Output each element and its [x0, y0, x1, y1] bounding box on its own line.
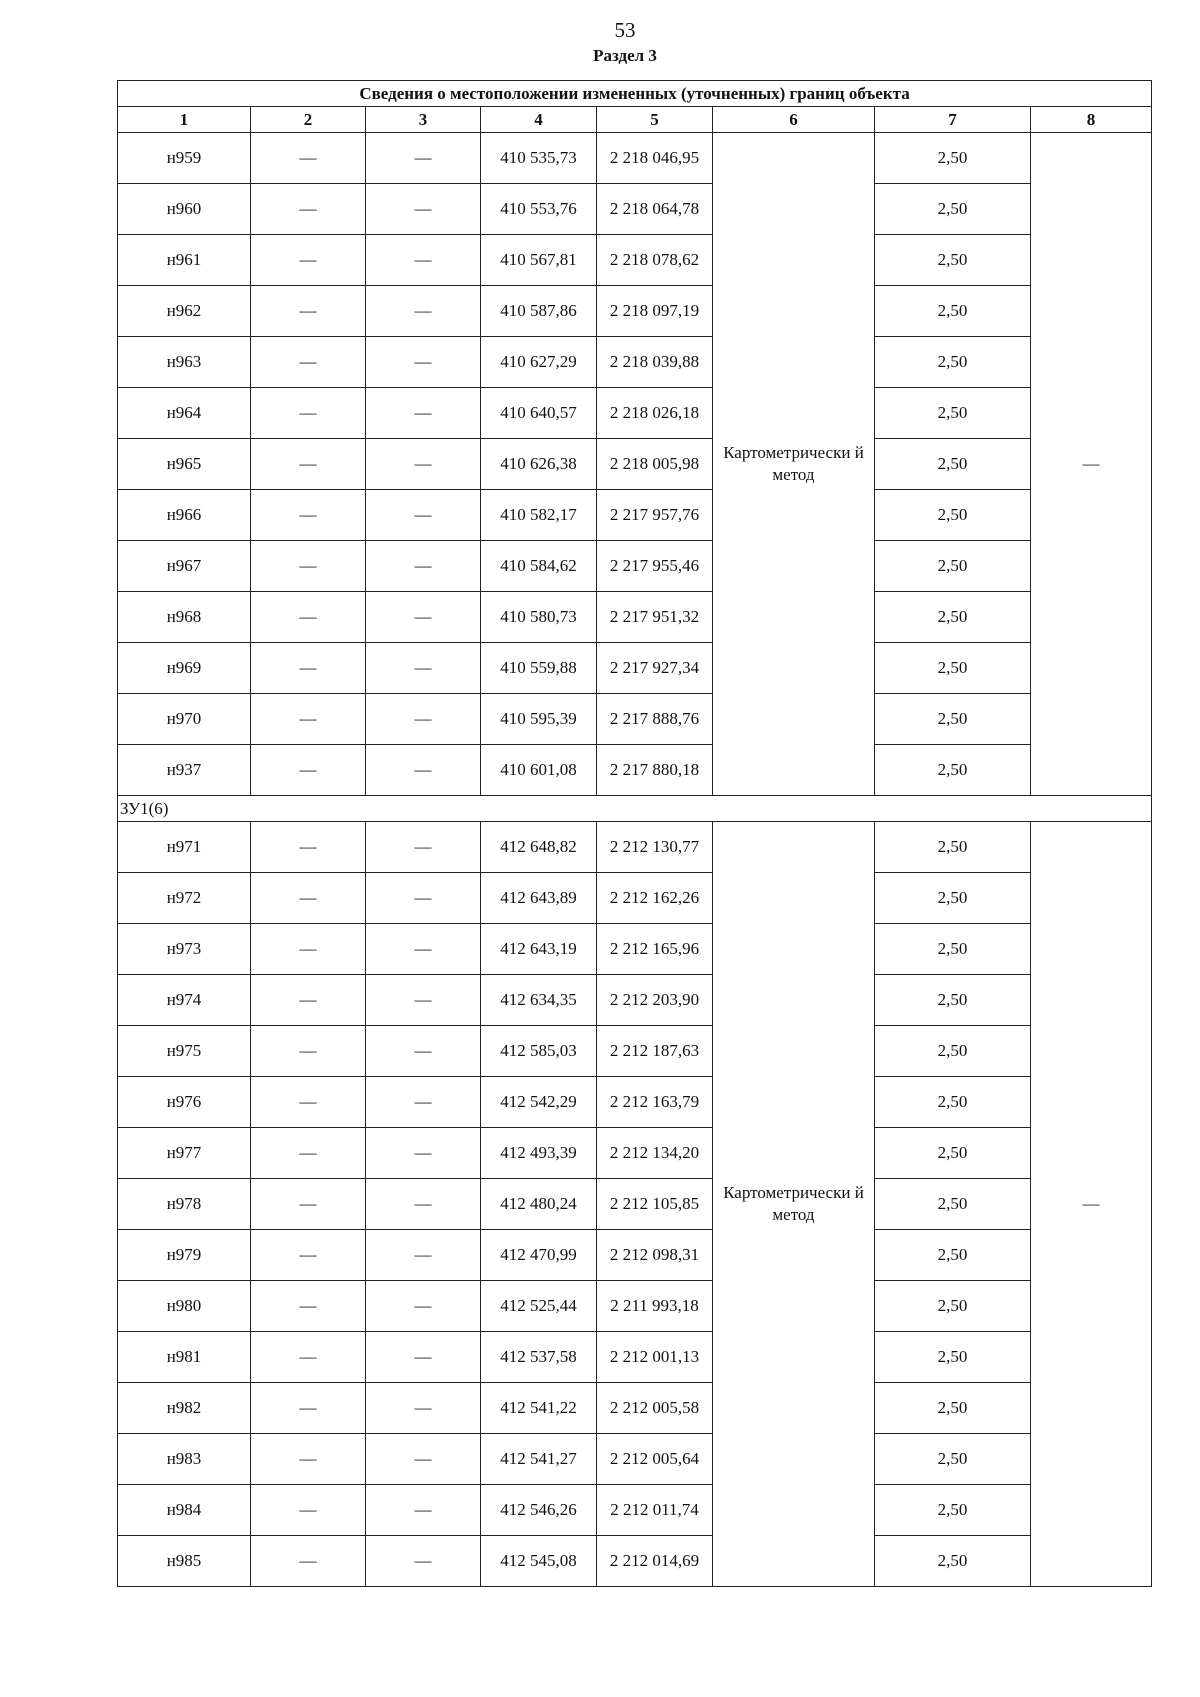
- col2-cell: —: [251, 592, 366, 643]
- point-id-cell: н980: [118, 1281, 251, 1332]
- col3-cell: —: [366, 1128, 481, 1179]
- table-row: [118, 286, 1152, 337]
- col2-cell: —: [251, 1026, 366, 1077]
- column-header: 1: [118, 107, 251, 133]
- x-coordinate-cell: 412 480,24: [481, 1179, 597, 1230]
- y-coordinate-cell: 2 218 026,18: [597, 388, 713, 439]
- accuracy-cell: 2,50: [875, 1230, 1031, 1281]
- accuracy-cell: 2,50: [875, 388, 1031, 439]
- accuracy-cell: 2,50: [875, 1536, 1031, 1587]
- point-id-cell: н972: [118, 873, 251, 924]
- accuracy-cell: 2,50: [875, 1383, 1031, 1434]
- col3-cell: —: [366, 1332, 481, 1383]
- y-coordinate-cell: 2 212 011,74: [597, 1485, 713, 1536]
- y-coordinate-cell: 2 218 097,19: [597, 286, 713, 337]
- x-coordinate-cell: 412 542,29: [481, 1077, 597, 1128]
- y-coordinate-cell: 2 212 001,13: [597, 1332, 713, 1383]
- col3-cell: —: [366, 745, 481, 796]
- x-coordinate-cell: 412 537,58: [481, 1332, 597, 1383]
- table-row: [118, 439, 1152, 490]
- x-coordinate-cell: 410 640,57: [481, 388, 597, 439]
- point-id-cell: н977: [118, 1128, 251, 1179]
- y-coordinate-cell: 2 212 105,85: [597, 1179, 713, 1230]
- point-id-cell: н984: [118, 1485, 251, 1536]
- x-coordinate-cell: 412 525,44: [481, 1281, 597, 1332]
- x-coordinate-cell: 412 634,35: [481, 975, 597, 1026]
- point-id-cell: н978: [118, 1179, 251, 1230]
- table-row: [118, 133, 1152, 184]
- col2-cell: —: [251, 337, 366, 388]
- col2-cell: —: [251, 1281, 366, 1332]
- col3-cell: —: [366, 975, 481, 1026]
- column-header: 4: [481, 107, 597, 133]
- accuracy-cell: 2,50: [875, 235, 1031, 286]
- col3-cell: —: [366, 1281, 481, 1332]
- y-coordinate-cell: 2 217 955,46: [597, 541, 713, 592]
- col3-cell: —: [366, 592, 481, 643]
- table-row: [118, 975, 1152, 1026]
- point-id-cell: н959: [118, 133, 251, 184]
- column-header: 3: [366, 107, 481, 133]
- x-coordinate-cell: 410 587,86: [481, 286, 597, 337]
- accuracy-cell: 2,50: [875, 1332, 1031, 1383]
- point-id-cell: н968: [118, 592, 251, 643]
- table-row: [118, 643, 1152, 694]
- col3-cell: —: [366, 388, 481, 439]
- col3-cell: —: [366, 873, 481, 924]
- point-id-cell: н982: [118, 1383, 251, 1434]
- col3-cell: —: [366, 1179, 481, 1230]
- col2-cell: —: [251, 184, 366, 235]
- accuracy-cell: 2,50: [875, 1026, 1031, 1077]
- y-coordinate-cell: 2 218 078,62: [597, 235, 713, 286]
- table-row: [118, 694, 1152, 745]
- x-coordinate-cell: 412 643,19: [481, 924, 597, 975]
- col3-cell: —: [366, 235, 481, 286]
- table-caption: Сведения о местоположении измененных (уточненных) границ объекта: [118, 81, 1152, 107]
- point-id-cell: н960: [118, 184, 251, 235]
- table-row: [118, 592, 1152, 643]
- point-id-cell: н937: [118, 745, 251, 796]
- col3-cell: —: [366, 1230, 481, 1281]
- x-coordinate-cell: 412 546,26: [481, 1485, 597, 1536]
- table-row: [118, 1485, 1152, 1536]
- col3-cell: —: [366, 184, 481, 235]
- y-coordinate-cell: 2 212 162,26: [597, 873, 713, 924]
- point-id-cell: н969: [118, 643, 251, 694]
- col3-cell: —: [366, 1536, 481, 1587]
- y-coordinate-cell: 2 218 005,98: [597, 439, 713, 490]
- accuracy-cell: 2,50: [875, 1434, 1031, 1485]
- group-label: ЗУ1(6): [118, 796, 1152, 822]
- col2-cell: —: [251, 490, 366, 541]
- table-row: [118, 337, 1152, 388]
- y-coordinate-cell: 2 218 046,95: [597, 133, 713, 184]
- y-coordinate-cell: 2 217 880,18: [597, 745, 713, 796]
- x-coordinate-cell: 410 595,39: [481, 694, 597, 745]
- col2-cell: —: [251, 1230, 366, 1281]
- y-coordinate-cell: 2 212 014,69: [597, 1536, 713, 1587]
- x-coordinate-cell: 410 559,88: [481, 643, 597, 694]
- y-coordinate-cell: 2 212 187,63: [597, 1026, 713, 1077]
- point-id-cell: н963: [118, 337, 251, 388]
- accuracy-cell: 2,50: [875, 822, 1031, 873]
- table-row: [118, 1281, 1152, 1332]
- x-coordinate-cell: 412 470,99: [481, 1230, 597, 1281]
- table-row: [118, 184, 1152, 235]
- col2-cell: —: [251, 745, 366, 796]
- table-row: [118, 924, 1152, 975]
- x-coordinate-cell: 410 626,38: [481, 439, 597, 490]
- table-row: [118, 1434, 1152, 1485]
- point-id-cell: н965: [118, 439, 251, 490]
- y-coordinate-cell: 2 212 165,96: [597, 924, 713, 975]
- boundary-table: [117, 80, 1152, 1587]
- col2-cell: —: [251, 643, 366, 694]
- col3-cell: —: [366, 822, 481, 873]
- y-coordinate-cell: 2 217 951,32: [597, 592, 713, 643]
- col2-cell: —: [251, 1179, 366, 1230]
- col3-cell: —: [366, 924, 481, 975]
- x-coordinate-cell: 410 553,76: [481, 184, 597, 235]
- table-row: [118, 745, 1152, 796]
- point-id-cell: н966: [118, 490, 251, 541]
- table-row: [118, 490, 1152, 541]
- col2-cell: —: [251, 873, 366, 924]
- accuracy-cell: 2,50: [875, 975, 1031, 1026]
- x-coordinate-cell: 412 585,03: [481, 1026, 597, 1077]
- method-cell: Картометрически й метод: [713, 133, 875, 796]
- column-header: 5: [597, 107, 713, 133]
- x-coordinate-cell: 410 584,62: [481, 541, 597, 592]
- point-id-cell: н981: [118, 1332, 251, 1383]
- x-coordinate-cell: 410 582,17: [481, 490, 597, 541]
- accuracy-cell: 2,50: [875, 1281, 1031, 1332]
- col3-cell: —: [366, 1485, 481, 1536]
- x-coordinate-cell: 412 648,82: [481, 822, 597, 873]
- y-coordinate-cell: 2 212 203,90: [597, 975, 713, 1026]
- point-id-cell: н962: [118, 286, 251, 337]
- accuracy-cell: 2,50: [875, 337, 1031, 388]
- y-coordinate-cell: 2 212 134,20: [597, 1128, 713, 1179]
- accuracy-cell: 2,50: [875, 592, 1031, 643]
- col2-cell: —: [251, 975, 366, 1026]
- col2-cell: —: [251, 133, 366, 184]
- table-row: [118, 1179, 1152, 1230]
- table-body: [118, 133, 1152, 1587]
- col2-cell: —: [251, 822, 366, 873]
- col3-cell: —: [366, 643, 481, 694]
- col2-cell: —: [251, 541, 366, 592]
- column-header: 8: [1031, 107, 1152, 133]
- x-coordinate-cell: 412 493,39: [481, 1128, 597, 1179]
- x-coordinate-cell: 410 601,08: [481, 745, 597, 796]
- group-row: [118, 796, 1152, 822]
- col8-cell: —: [1031, 822, 1152, 1587]
- col2-cell: —: [251, 1434, 366, 1485]
- x-coordinate-cell: 412 541,27: [481, 1434, 597, 1485]
- x-coordinate-cell: 410 567,81: [481, 235, 597, 286]
- table-row: [118, 541, 1152, 592]
- point-id-cell: н973: [118, 924, 251, 975]
- col8-cell: —: [1031, 133, 1152, 796]
- x-coordinate-cell: 412 541,22: [481, 1383, 597, 1434]
- accuracy-cell: 2,50: [875, 133, 1031, 184]
- table-row: [118, 1230, 1152, 1281]
- col2-cell: —: [251, 1128, 366, 1179]
- accuracy-cell: 2,50: [875, 1485, 1031, 1536]
- point-id-cell: н979: [118, 1230, 251, 1281]
- x-coordinate-cell: 412 643,89: [481, 873, 597, 924]
- section-title: Раздел 3: [593, 46, 657, 65]
- y-coordinate-cell: 2 212 005,64: [597, 1434, 713, 1485]
- accuracy-cell: 2,50: [875, 643, 1031, 694]
- accuracy-cell: 2,50: [875, 490, 1031, 541]
- col3-cell: —: [366, 541, 481, 592]
- point-id-cell: н983: [118, 1434, 251, 1485]
- accuracy-cell: 2,50: [875, 1077, 1031, 1128]
- col3-cell: —: [366, 286, 481, 337]
- accuracy-cell: 2,50: [875, 873, 1031, 924]
- table-row: [118, 1332, 1152, 1383]
- col2-cell: —: [251, 1332, 366, 1383]
- table-row: [118, 873, 1152, 924]
- col3-cell: —: [366, 337, 481, 388]
- point-id-cell: н975: [118, 1026, 251, 1077]
- col2-cell: —: [251, 439, 366, 490]
- point-id-cell: н971: [118, 822, 251, 873]
- col3-cell: —: [366, 1026, 481, 1077]
- y-coordinate-cell: 2 212 098,31: [597, 1230, 713, 1281]
- point-id-cell: н961: [118, 235, 251, 286]
- point-id-cell: н976: [118, 1077, 251, 1128]
- table-row: [118, 1128, 1152, 1179]
- accuracy-cell: 2,50: [875, 694, 1031, 745]
- table-row: [118, 1077, 1152, 1128]
- accuracy-cell: 2,50: [875, 924, 1031, 975]
- col2-cell: —: [251, 924, 366, 975]
- col2-cell: —: [251, 694, 366, 745]
- y-coordinate-cell: 2 217 927,34: [597, 643, 713, 694]
- col2-cell: —: [251, 1077, 366, 1128]
- accuracy-cell: 2,50: [875, 1179, 1031, 1230]
- col3-cell: —: [366, 1077, 481, 1128]
- y-coordinate-cell: 2 218 064,78: [597, 184, 713, 235]
- col2-cell: —: [251, 286, 366, 337]
- point-id-cell: н967: [118, 541, 251, 592]
- accuracy-cell: 2,50: [875, 745, 1031, 796]
- table-row: [118, 1536, 1152, 1587]
- col2-cell: —: [251, 235, 366, 286]
- accuracy-cell: 2,50: [875, 184, 1031, 235]
- accuracy-cell: 2,50: [875, 286, 1031, 337]
- col3-cell: —: [366, 694, 481, 745]
- table-row: [118, 822, 1152, 873]
- col2-cell: —: [251, 388, 366, 439]
- col3-cell: —: [366, 133, 481, 184]
- table-row: [118, 388, 1152, 439]
- accuracy-cell: 2,50: [875, 1128, 1031, 1179]
- column-header: 7: [875, 107, 1031, 133]
- x-coordinate-cell: 410 580,73: [481, 592, 597, 643]
- table-row: [118, 1026, 1152, 1077]
- page-number: 53: [614, 18, 636, 42]
- y-coordinate-cell: 2 212 163,79: [597, 1077, 713, 1128]
- y-coordinate-cell: 2 212 005,58: [597, 1383, 713, 1434]
- col2-cell: —: [251, 1485, 366, 1536]
- point-id-cell: н964: [118, 388, 251, 439]
- col3-cell: —: [366, 439, 481, 490]
- col2-cell: —: [251, 1383, 366, 1434]
- point-id-cell: н985: [118, 1536, 251, 1587]
- x-coordinate-cell: 410 535,73: [481, 133, 597, 184]
- x-coordinate-cell: 410 627,29: [481, 337, 597, 388]
- y-coordinate-cell: 2 217 957,76: [597, 490, 713, 541]
- column-header: 2: [251, 107, 366, 133]
- y-coordinate-cell: 2 212 130,77: [597, 822, 713, 873]
- table-row: [118, 1383, 1152, 1434]
- y-coordinate-cell: 2 211 993,18: [597, 1281, 713, 1332]
- method-cell: Картометрически й метод: [713, 822, 875, 1587]
- column-number-row: [118, 107, 1152, 133]
- point-id-cell: н974: [118, 975, 251, 1026]
- y-coordinate-cell: 2 217 888,76: [597, 694, 713, 745]
- column-header: 6: [713, 107, 875, 133]
- col3-cell: —: [366, 1434, 481, 1485]
- accuracy-cell: 2,50: [875, 439, 1031, 490]
- col2-cell: —: [251, 1536, 366, 1587]
- table-row: [118, 235, 1152, 286]
- col3-cell: —: [366, 490, 481, 541]
- accuracy-cell: 2,50: [875, 541, 1031, 592]
- x-coordinate-cell: 412 545,08: [481, 1536, 597, 1587]
- col3-cell: —: [366, 1383, 481, 1434]
- point-id-cell: н970: [118, 694, 251, 745]
- y-coordinate-cell: 2 218 039,88: [597, 337, 713, 388]
